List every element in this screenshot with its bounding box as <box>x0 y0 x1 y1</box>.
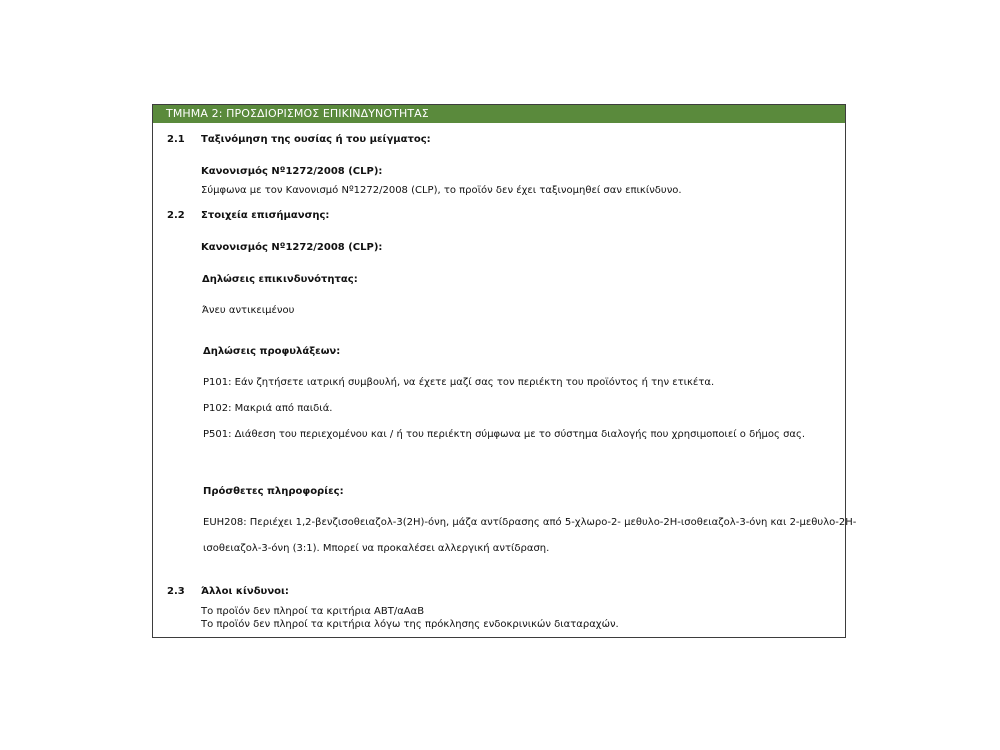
precaution-p101: P101: Εάν ζητήσετε ιατρική συμβουλή, να έχετε μαζί σας τον περιέκτη του προϊόντος ή την ετικέτα. <box>203 377 715 388</box>
section-header: ΤΜΗΜΑ 2: ΠΡΟΣΔΙΟΡΙΣΜΟΣ ΕΠΙΚΙΝΔΥΝΟΤΗΤΑΣ <box>153 105 845 123</box>
subsection-title-2-3: Άλλοι κίνδυνοι: <box>201 586 289 597</box>
additional-info-heading: Πρόσθετες πληροφορίες: <box>203 486 344 497</box>
subsection-number-2-2: 2.2 <box>167 210 185 221</box>
hazard-statements-text: Άνευ αντικειμένου <box>202 305 295 316</box>
regulation-heading-2-2: Κανονισμός Nº1272/2008 (CLP): <box>201 242 383 253</box>
subsection-number-2-1: 2.1 <box>167 134 185 145</box>
classification-text: Σύμφωνα με τον Κανονισμό Nº1272/2008 (CLP), το προϊόν δεν έχει ταξινομηθεί σαν επικίνδυνο. <box>201 185 682 196</box>
other-hazards-line-1: Το προϊόν δεν πληροί τα κριτήρια ΑΒΤ/αΑαΒ <box>201 606 425 617</box>
subsection-title-2-1: Ταξινόμηση της ουσίας ή του μείγματος: <box>201 134 431 145</box>
regulation-heading-2-1: Κανονισμός Nº1272/2008 (CLP): <box>201 166 383 177</box>
hazard-identification-section <box>152 104 857 638</box>
subsection-number-2-3: 2.3 <box>167 586 185 597</box>
euh208-line-2: ισοθειαζολ-3-όνη (3:1). Μπορεί να προκαλέσει αλλεργική αντίδραση. <box>203 543 550 554</box>
precaution-p501: P501: Διάθεση του περιεχομένου και / ή του περιέκτη σύμφωνα με το σύστημα διαλογής που χρησιμοποιεί ο δήμος σας. <box>203 429 806 440</box>
euh208-line-1: EUH208: Περιέχει 1,2-βενζισοθειαζολ-3(2H)-όνη, μάζα αντίδρασης από 5-χλωρο-2- μεθυλο-2H-ισοθειαζολ-3-όνη και 2-μεθυλο-2H- <box>203 517 857 528</box>
precautionary-statements-heading: Δηλώσεις προφυλάξεων: <box>203 346 341 357</box>
other-hazards-line-2: Το προϊόν δεν πληροί τα κριτήρια λόγω της πρόκλησης ενδοκρινικών διαταραχών. <box>201 619 619 630</box>
subsection-title-2-2: Στοιχεία επισήμανσης: <box>201 210 330 221</box>
hazard-statements-heading: Δηλώσεις επικινδυνότητας: <box>202 274 358 285</box>
precaution-p102: P102: Μακριά από παιδιά. <box>203 403 333 414</box>
